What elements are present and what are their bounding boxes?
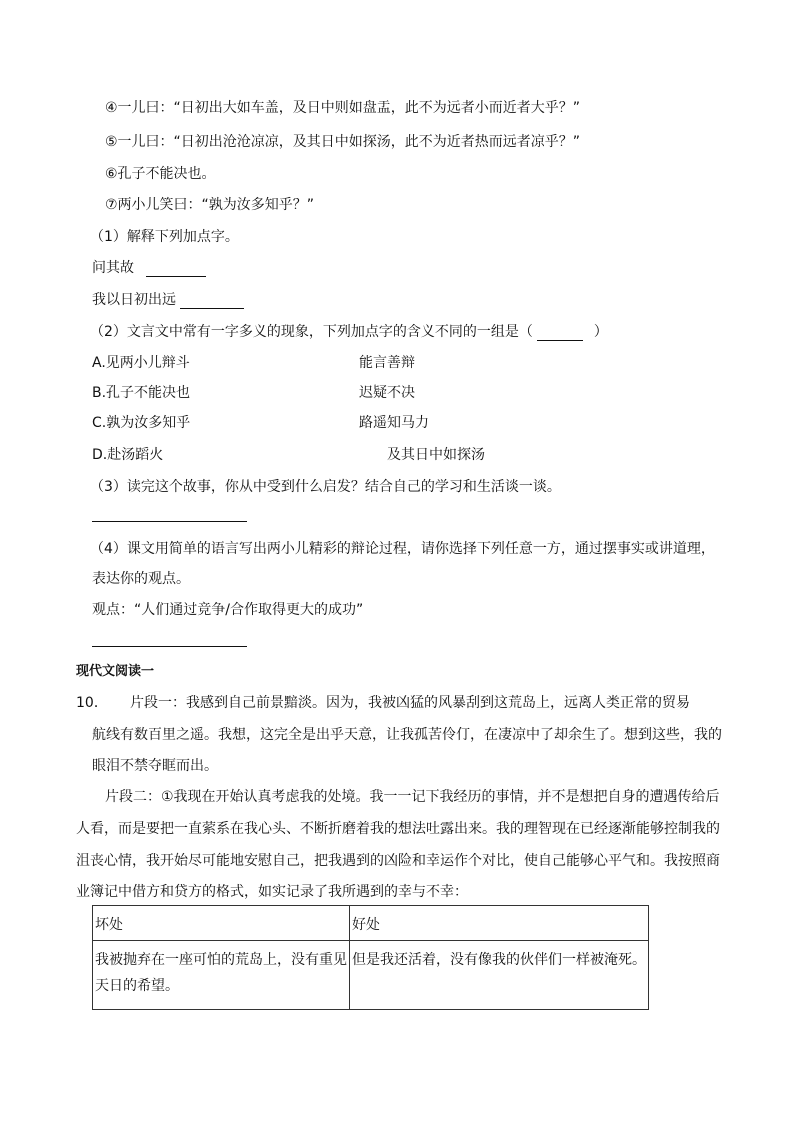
q1-item-2 [92,291,244,309]
fragment-2-line-1: 片段二：①我现在开始认真考虑我的处境。我一一记下我经历的事情，并不是想把自身的遭遇传给后 [105,789,720,805]
q4-viewpoint: 观点：“人们通过竞争/合作取得更大的成功” [92,602,364,618]
answer-blank[interactable] [146,262,206,277]
table-row [93,941,649,1010]
question-number: 10． [76,695,108,711]
cell-pros: 但是我还活着，没有像我的伙伴们一样被淹死。 [350,941,649,1010]
q4-prompt-line-1: （4）课文用简单的语言写出两小儿精彩的辩论过程，请你选择下列任意一方，通过摆事实或讲道理， [90,541,715,557]
fragment-2-line-2: 人看，而是要把一直萦系在我心头、不断折磨着我的想法吐露出来。我的理智现在已经逐渐能够控制我的 [76,821,720,837]
passage-line-5: ⑤一儿曰：“日初出沧沧凉凉，及其日中如探汤，此不为近者热而远者凉乎？” [105,134,581,150]
q2-option-b-compare: 迟疑不决 [359,385,415,401]
q1-prompt: （1）解释下列加点字。 [90,229,239,245]
fragment-1-line-2: 航线有数百里之遥。我想，这完全是出乎天意，让我孤苦伶仃，在凄凉中了却余生了。想到这些，我的 [92,727,722,743]
passage-line-7: ⑦两小儿笑曰：“孰为汝多知乎？” [105,197,315,213]
answer-blank[interactable] [180,294,244,309]
q3-prompt: （3）读完这个故事，你从中受到什么启发？结合自己的学习和生活谈一谈。 [90,479,561,495]
fragment-1-line-3: 眼泪不禁夺眶而出。 [92,758,218,774]
q2-option-d-compare: 及其日中如探汤 [387,447,485,463]
q2-option-c: C.孰为汝多知乎 [92,415,191,431]
passage-line-4: ④一儿曰：“日初出大如车盖，及日中则如盘盂，此不为远者小而近者大乎？” [105,100,581,116]
q1-item-1 [92,259,206,277]
fragment-1-line-1: 片段一：我感到自己前景黯淡。因为，我被凶猛的风暴刮到这荒岛上，远离人类正常的贸易 [130,695,690,711]
q2-prompt-suffix: ） [593,324,608,340]
q4-prompt-line-2: 表达你的观点。 [92,571,190,587]
fragment-2-line-4: 业簿记中借方和贷方的格式，如实记录了我所遇到的幸与不幸： [76,884,468,900]
answer-blank[interactable] [537,326,583,341]
q1-item-1-text: 问其故 [92,260,134,276]
q2-option-a-compare: 能言善辩 [359,355,415,371]
pros-cons-table [92,905,649,1010]
header-pros: 好处 [350,906,649,941]
q2-option-b: B.孔子不能决也 [92,385,191,401]
fragment-2-line-3: 沮丧心情，我开始尽可能地安慰自己，把我遇到的凶险和幸运作个对比，使自己能够心平气和。我按照商 [76,853,720,869]
passage-line-6: ⑥孔子不能决也。 [105,166,216,182]
q2-option-c-compare: 路遥知马力 [359,415,429,431]
table-header-row [93,906,649,941]
q3-answer-line[interactable] [92,521,247,522]
q2-option-d: D.赴汤蹈火 [92,447,164,463]
q2-prompt [90,323,608,341]
section-title: 现代文阅读一 [76,664,155,679]
q2-option-a: A.见两小儿辩斗 [92,355,190,371]
header-cons: 坏处 [93,906,350,941]
q1-item-2-text: 我以日初出远 [92,292,176,308]
q2-prompt-prefix: （2）文言文中常有一字多义的现象，下列加点字的含义不同的一组是（ [90,324,533,340]
cell-cons: 我被抛弃在一座可怕的荒岛上，没有重见天日的希望。 [93,941,350,1010]
q4-answer-line[interactable] [92,646,247,647]
